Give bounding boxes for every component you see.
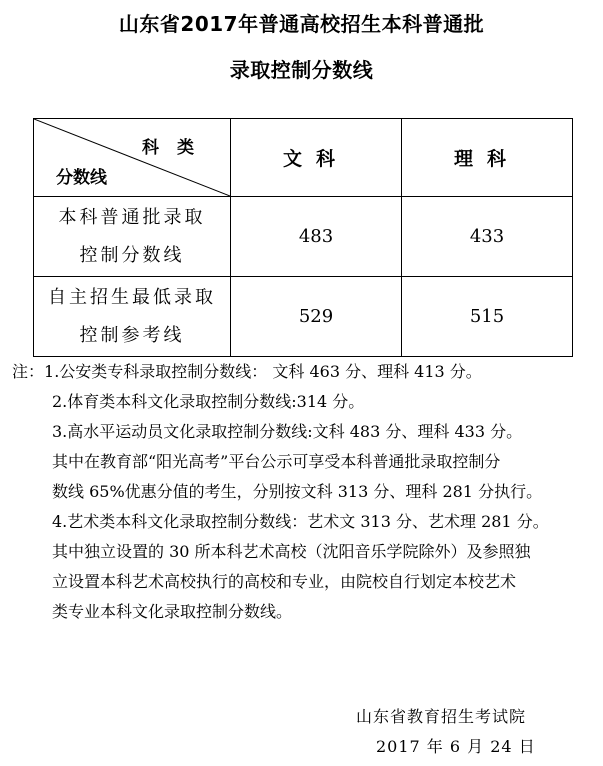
score-table <box>33 118 573 357</box>
score-cell: 433 <box>402 197 573 277</box>
score-cell: 515 <box>402 277 573 357</box>
diagonal-header-cell <box>34 119 231 197</box>
column-header-science: 理科 <box>402 119 573 197</box>
note-line: 类专业本科文化录取控制分数线。 <box>52 602 293 621</box>
corner-label-score-line: 分数线 <box>56 168 107 188</box>
issuer-signature: 山东省教育招生考试院 <box>356 707 527 726</box>
score-cell: 529 <box>231 277 402 357</box>
note-line: 2.体育类本科文化录取控制分数线:314 分。 <box>52 392 365 411</box>
row-header-line: 控制分数线 <box>79 244 185 266</box>
corner-label-category: 科类 <box>142 138 212 158</box>
table-header-row <box>34 119 573 197</box>
note-text: 1.公安类专科录取控制分数线： 文科 463 分、理科 413 分。 <box>44 362 482 381</box>
row-header-line: 自主招生最低录取 <box>48 286 216 308</box>
row-header-line: 本科普通批录取 <box>58 206 206 228</box>
notes-section <box>12 357 597 627</box>
notes-prefix: 注： <box>12 362 45 381</box>
note-line: 3.高水平运动员文化录取控制分数线:文科 483 分、理科 433 分。 <box>52 422 523 441</box>
row-header <box>34 277 231 357</box>
note-line <box>12 357 597 387</box>
score-cell: 483 <box>231 197 402 277</box>
row-header-line: 控制参考线 <box>79 324 185 346</box>
issue-date: 2017 年 6 月 24 日 <box>376 737 536 756</box>
document-title-line2: 录取控制分数线 <box>229 58 374 82</box>
document-title-line1: 山东省2017年普通高校招生本科普通批 <box>118 12 485 36</box>
note-line: 其中独立设置的 30 所本科艺术高校（沈阳音乐学院除外）及参照独 <box>52 542 531 561</box>
note-line: 其中在教育部“阳光高考”平台公示可享受本科普通批录取控制分 <box>52 452 501 471</box>
note-line: 4.艺术类本科文化录取控制分数线：艺术文 313 分、艺术理 281 分。 <box>52 512 549 531</box>
row-header <box>34 197 231 277</box>
note-line: 数线 65%优惠分值的考生，分别按文科 313 分、理科 281 分执行。 <box>52 482 543 501</box>
column-header-liberal-arts: 文科 <box>231 119 402 197</box>
table-row <box>34 277 573 357</box>
table-row <box>34 197 573 277</box>
note-line: 立设置本科艺术高校执行的高校和专业，由院校自行划定本校艺术 <box>52 572 517 591</box>
